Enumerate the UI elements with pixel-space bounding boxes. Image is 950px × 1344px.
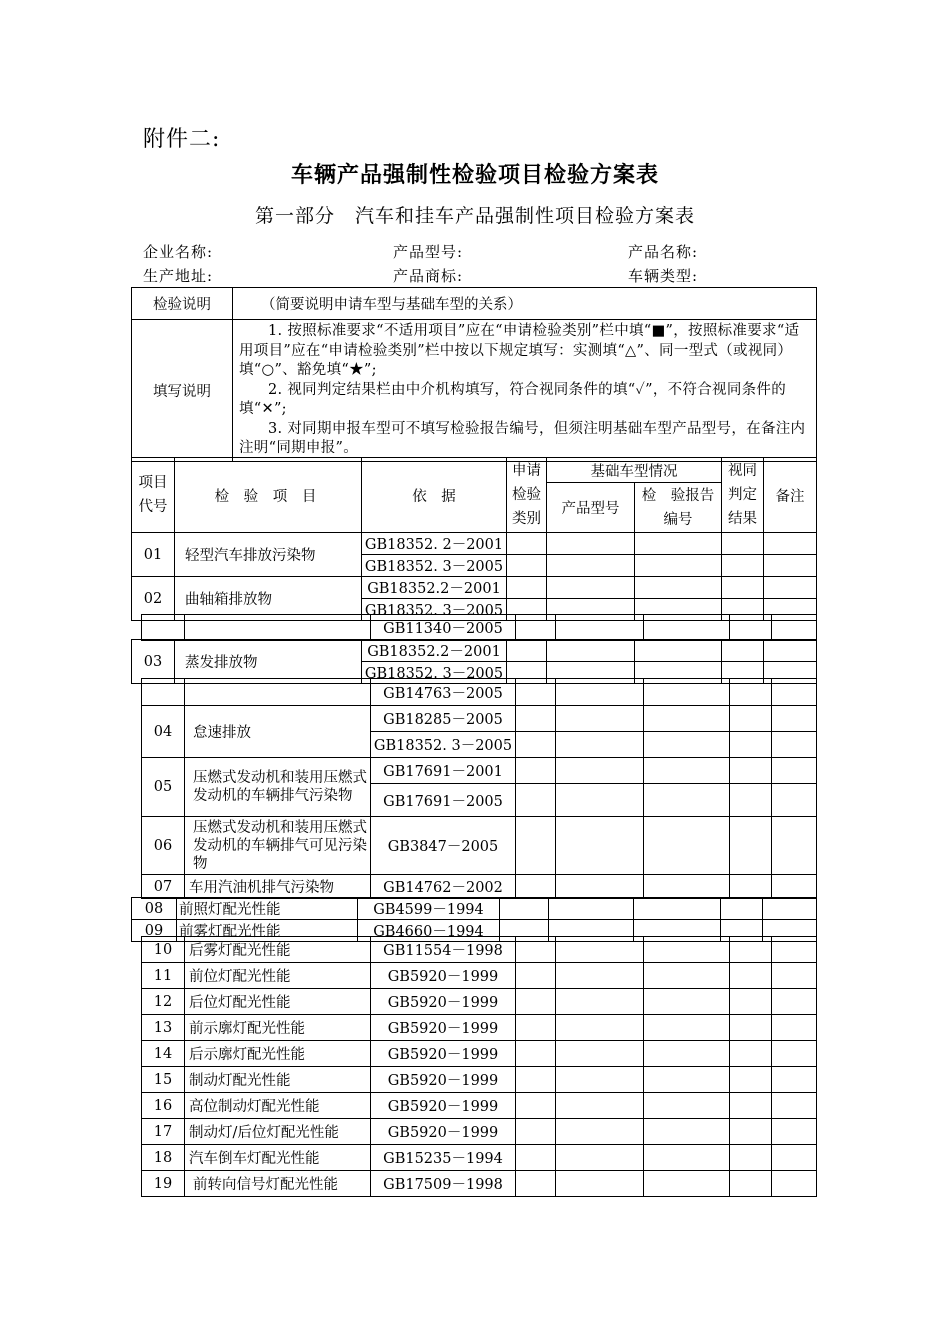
item-code: 08 (132, 898, 177, 920)
report-cell[interactable] (644, 1015, 730, 1041)
note-cell[interactable] (772, 1093, 817, 1119)
same-cell[interactable] (730, 963, 772, 989)
base-model-cell[interactable] (556, 1067, 644, 1093)
item-name: 前转向信号灯配光性能 (185, 1171, 371, 1197)
item-name: 高位制动灯配光性能 (185, 1093, 371, 1119)
item-standard: GB14762－2002 (371, 875, 516, 899)
item-name: 曲轴箱排放物 (175, 577, 362, 621)
item-code (142, 615, 185, 641)
same-cell[interactable] (730, 615, 772, 641)
base-model-cell[interactable] (556, 989, 644, 1015)
note-cell[interactable] (764, 533, 817, 555)
company-label: 企业名称: (143, 243, 214, 261)
item-code: 14 (142, 1041, 185, 1067)
base-model-cell[interactable] (556, 758, 644, 784)
item-name: 前照灯配光性能 (177, 898, 358, 920)
table-row (142, 817, 817, 875)
note-cell[interactable] (772, 615, 817, 641)
same-cell[interactable] (730, 1041, 772, 1067)
item-standard: GB3847－2005 (371, 817, 516, 875)
base-model-cell[interactable] (556, 615, 644, 641)
item-standard: GB4660－1994 (358, 920, 500, 942)
apply-cell[interactable] (516, 1171, 556, 1197)
apply-cell[interactable] (516, 1067, 556, 1093)
apply-cell[interactable] (516, 937, 556, 963)
same-cell[interactable] (721, 898, 763, 920)
item-name: 后位灯配光性能 (185, 989, 371, 1015)
same-cell[interactable] (722, 555, 764, 577)
item-name: 前示廓灯配光性能 (185, 1015, 371, 1041)
main-table-header (131, 457, 817, 533)
apply-cell[interactable] (516, 1119, 556, 1145)
table-row (142, 1067, 817, 1093)
base-model-cell[interactable] (547, 577, 635, 599)
report-cell[interactable] (644, 1145, 730, 1171)
table-row (142, 937, 817, 963)
item-name: 后雾灯配光性能 (185, 937, 371, 963)
main-table-block-b (141, 614, 817, 641)
same-cell[interactable] (730, 1093, 772, 1119)
base-model-cell[interactable] (556, 1171, 644, 1197)
main-table-block-a (131, 532, 817, 621)
base-model-cell[interactable] (556, 1093, 644, 1119)
item-code: 02 (132, 577, 175, 621)
apply-cell[interactable] (516, 784, 556, 817)
header-report-no: 检 验报告编号 (635, 483, 722, 533)
apply-cell[interactable] (507, 640, 547, 662)
base-model-cell[interactable] (556, 817, 644, 875)
table-row (142, 1093, 817, 1119)
note-cell[interactable] (772, 817, 817, 875)
model-label: 产品型号: (393, 243, 464, 261)
product-name-label: 产品名称: (628, 243, 699, 261)
base-model-cell[interactable] (547, 640, 635, 662)
apply-cell[interactable] (516, 1015, 556, 1041)
note-cell[interactable] (772, 784, 817, 817)
base-model-cell[interactable] (556, 875, 644, 899)
table-row (142, 1041, 817, 1067)
report-cell[interactable] (644, 1119, 730, 1145)
note-cell[interactable] (772, 1171, 817, 1197)
item-standard: GB5920－1999 (371, 1119, 516, 1145)
report-cell[interactable] (644, 679, 730, 706)
table-row (142, 989, 817, 1015)
item-name: 前雾灯配光性能 (177, 920, 358, 942)
note-cell[interactable] (772, 758, 817, 784)
table-row (142, 1145, 817, 1171)
table-row (142, 758, 817, 784)
note-cell[interactable] (772, 1067, 817, 1093)
item-standard: GB11554－1998 (371, 937, 516, 963)
item-code: 10 (142, 937, 185, 963)
report-cell[interactable] (644, 817, 730, 875)
report-cell[interactable] (644, 732, 730, 758)
same-cell[interactable] (730, 1119, 772, 1145)
item-standard: GB18352. 2－2001 (362, 533, 507, 555)
note-cell[interactable] (772, 875, 817, 899)
item-standard: GB17691－2005 (371, 784, 516, 817)
report-cell[interactable] (644, 615, 730, 641)
fill-line-1: 1. 按照标准要求“不适用项目”应在“申请检验类别”栏中填“■”，按照标准要求“适用项目”应在“申请检验类别”栏中按以下规定填写：实测填“△”、同一型式（或视同）填“○”、豁免填“★”; (239, 323, 800, 378)
item-code: 11 (142, 963, 185, 989)
table-row (142, 963, 817, 989)
item-standard: GB18352.2－2001 (362, 577, 507, 599)
item-name: 压燃式发动机和装用压燃式发动机的车辆排气污染物 (185, 758, 371, 817)
apply-cell[interactable] (500, 898, 549, 920)
report-cell[interactable] (644, 1067, 730, 1093)
vehicle-type-label: 车辆类型: (628, 267, 699, 285)
item-standard: GB18352. 3－2005 (362, 599, 507, 621)
table-row (132, 533, 817, 555)
item-code: 07 (142, 875, 185, 899)
item-code: 16 (142, 1093, 185, 1119)
same-cell[interactable] (730, 1067, 772, 1093)
apply-cell[interactable] (516, 1093, 556, 1119)
base-model-cell[interactable] (556, 784, 644, 817)
apply-cell[interactable] (516, 875, 556, 899)
note-cell[interactable] (772, 1015, 817, 1041)
base-model-cell[interactable] (549, 898, 634, 920)
item-standard: GB11340－2005 (371, 615, 516, 641)
item-code (142, 679, 185, 706)
fill-notes (233, 320, 817, 462)
main-table-block-d (141, 678, 817, 899)
item-standard: GB18352. 3－2005 (362, 555, 507, 577)
item-code: 03 (132, 640, 175, 684)
item-standard: GB5920－1999 (371, 1093, 516, 1119)
item-standard: GB5920－1999 (371, 1015, 516, 1041)
fill-line-2: 2. 视同判定结果栏由中介机构填写，符合视同条件的填“✓”，不符合视同条件的填“✕”; (239, 381, 787, 417)
item-name (185, 615, 371, 641)
table-row (142, 706, 817, 732)
note-cell[interactable] (772, 1041, 817, 1067)
note-cell[interactable] (772, 1145, 817, 1171)
same-cell[interactable] (730, 706, 772, 732)
base-model-cell[interactable] (556, 732, 644, 758)
base-model-cell[interactable] (556, 1119, 644, 1145)
same-cell[interactable] (730, 784, 772, 817)
table-row (142, 1015, 817, 1041)
item-code: 01 (132, 533, 175, 577)
report-cell[interactable] (644, 784, 730, 817)
same-cell[interactable] (730, 758, 772, 784)
header-note: 备注 (764, 458, 817, 533)
item-name: 制动灯/后位灯配光性能 (185, 1119, 371, 1145)
header-same: 视同判定结果 (722, 458, 764, 533)
header-item: 检 验 项 目 (175, 458, 362, 533)
base-model-cell[interactable] (556, 679, 644, 706)
item-standard: GB18352. 3－2005 (371, 732, 516, 758)
note-cell[interactable] (764, 577, 817, 599)
item-standard: GB18285－2005 (371, 706, 516, 732)
desc-label: 检验说明 (132, 288, 233, 320)
item-code: 15 (142, 1067, 185, 1093)
item-code: 12 (142, 989, 185, 1015)
apply-cell[interactable] (516, 989, 556, 1015)
report-cell[interactable] (644, 937, 730, 963)
item-name: 蒸发排放物 (175, 640, 362, 684)
note-cell[interactable] (772, 1119, 817, 1145)
report-cell[interactable] (644, 1171, 730, 1197)
item-code: 13 (142, 1015, 185, 1041)
item-code: 09 (132, 920, 177, 942)
main-table-block-f (141, 936, 817, 1197)
note-cell[interactable] (772, 989, 817, 1015)
table-row (142, 1171, 817, 1197)
item-standard: GB17509－1998 (371, 1171, 516, 1197)
item-code: 04 (142, 706, 185, 758)
table-row (142, 679, 817, 706)
table-row (142, 615, 817, 641)
item-code: 18 (142, 1145, 185, 1171)
item-code: 05 (142, 758, 185, 817)
note-cell[interactable] (772, 732, 817, 758)
page-subtitle: 第一部分 汽车和挂车产品强制性项目检验方案表 (254, 205, 695, 227)
base-model-cell[interactable] (556, 937, 644, 963)
note-cell[interactable] (764, 640, 817, 662)
item-name: 车用汽油机排气污染物 (185, 875, 371, 899)
base-model-cell[interactable] (556, 1041, 644, 1067)
report-cell[interactable] (644, 989, 730, 1015)
table-row (132, 577, 817, 599)
lamp-rows (142, 937, 817, 1197)
same-cell[interactable] (730, 1171, 772, 1197)
apply-cell[interactable] (516, 1041, 556, 1067)
apply-cell[interactable] (516, 706, 556, 732)
item-name (185, 679, 371, 706)
report-cell[interactable] (635, 640, 722, 662)
table-row (132, 640, 817, 662)
base-model-cell[interactable] (547, 533, 635, 555)
apply-cell[interactable] (516, 615, 556, 641)
apply-cell[interactable] (507, 555, 547, 577)
same-cell[interactable] (722, 533, 764, 555)
page-title: 车辆产品强制性检验项目检验方案表 (290, 163, 659, 188)
apply-cell[interactable] (516, 679, 556, 706)
apply-cell[interactable] (507, 577, 547, 599)
header-code: 项目代号 (132, 458, 175, 533)
item-standard: GB17691－2001 (371, 758, 516, 784)
report-cell[interactable] (644, 963, 730, 989)
base-model-cell[interactable] (547, 555, 635, 577)
item-name: 前位灯配光性能 (185, 963, 371, 989)
report-cell[interactable] (644, 758, 730, 784)
same-cell[interactable] (730, 989, 772, 1015)
item-standard: GB4599－1994 (358, 898, 500, 920)
item-code: 17 (142, 1119, 185, 1145)
same-cell[interactable] (730, 875, 772, 899)
item-name: 后示廓灯配光性能 (185, 1041, 371, 1067)
note-cell[interactable] (763, 898, 817, 920)
report-cell[interactable] (644, 1041, 730, 1067)
apply-cell[interactable] (516, 732, 556, 758)
report-cell[interactable] (635, 555, 722, 577)
item-name: 汽车倒车灯配光性能 (185, 1145, 371, 1171)
same-cell[interactable] (730, 1145, 772, 1171)
base-model-cell[interactable] (556, 1145, 644, 1171)
same-cell[interactable] (730, 679, 772, 706)
header-base-group: 基础车型情况 (547, 458, 722, 483)
report-cell[interactable] (644, 1093, 730, 1119)
item-standard: GB5920－1999 (371, 1041, 516, 1067)
item-name: 轻型汽车排放污染物 (175, 533, 362, 577)
table-row (142, 875, 817, 899)
header-base-model: 产品型号 (547, 483, 635, 533)
same-cell[interactable] (730, 817, 772, 875)
item-standard: GB5920－1999 (371, 989, 516, 1015)
item-standard: GB18352. 3－2005 (362, 662, 507, 684)
note-cell[interactable] (772, 679, 817, 706)
table-row (142, 1119, 817, 1145)
base-model-cell[interactable] (556, 1015, 644, 1041)
attachment-label: 附件二: (143, 127, 221, 152)
apply-cell[interactable] (507, 533, 547, 555)
fill-line-3: 3. 对同期申报车型可不填写检验报告编号，但须注明基础车型产品型号，在备注内注明“同期申报”。 (239, 420, 806, 456)
item-standard: GB18352.2－2001 (362, 640, 507, 662)
trademark-label: 产品商标: (393, 267, 464, 285)
info-table (131, 287, 817, 462)
base-model-cell[interactable] (556, 706, 644, 732)
header-apply: 申请检验类别 (507, 458, 547, 533)
item-code: 06 (142, 817, 185, 875)
same-cell[interactable] (722, 577, 764, 599)
item-name: 怠速排放 (185, 706, 371, 758)
same-cell[interactable] (730, 937, 772, 963)
item-standard: GB14763－2005 (371, 679, 516, 706)
report-cell[interactable] (634, 898, 721, 920)
item-standard: GB15235－1994 (371, 1145, 516, 1171)
apply-cell[interactable] (516, 1145, 556, 1171)
apply-cell[interactable] (516, 817, 556, 875)
apply-cell[interactable] (516, 758, 556, 784)
report-cell[interactable] (644, 875, 730, 899)
note-cell[interactable] (764, 555, 817, 577)
table-row (132, 898, 817, 920)
same-cell[interactable] (730, 1015, 772, 1041)
report-cell[interactable] (644, 706, 730, 732)
item-code: 19 (142, 1171, 185, 1197)
item-standard: GB5920－1999 (371, 1067, 516, 1093)
report-cell[interactable] (635, 533, 722, 555)
fill-label: 填写说明 (132, 320, 233, 462)
report-cell[interactable] (635, 577, 722, 599)
note-cell[interactable] (772, 706, 817, 732)
same-cell[interactable] (730, 732, 772, 758)
item-name: 压燃式发动机和装用压燃式发动机的车辆排气可见污染物 (185, 817, 371, 875)
item-name: 制动灯配光性能 (185, 1067, 371, 1093)
base-model-cell[interactable] (556, 963, 644, 989)
address-label: 生产地址: (143, 267, 214, 285)
item-standard: GB5920－1999 (371, 963, 516, 989)
note-cell[interactable] (772, 937, 817, 963)
header-basis: 依 据 (362, 458, 507, 533)
same-cell[interactable] (722, 640, 764, 662)
note-cell[interactable] (772, 963, 817, 989)
desc-text: （简要说明申请车型与基础车型的关系） (233, 288, 817, 320)
apply-cell[interactable] (516, 963, 556, 989)
